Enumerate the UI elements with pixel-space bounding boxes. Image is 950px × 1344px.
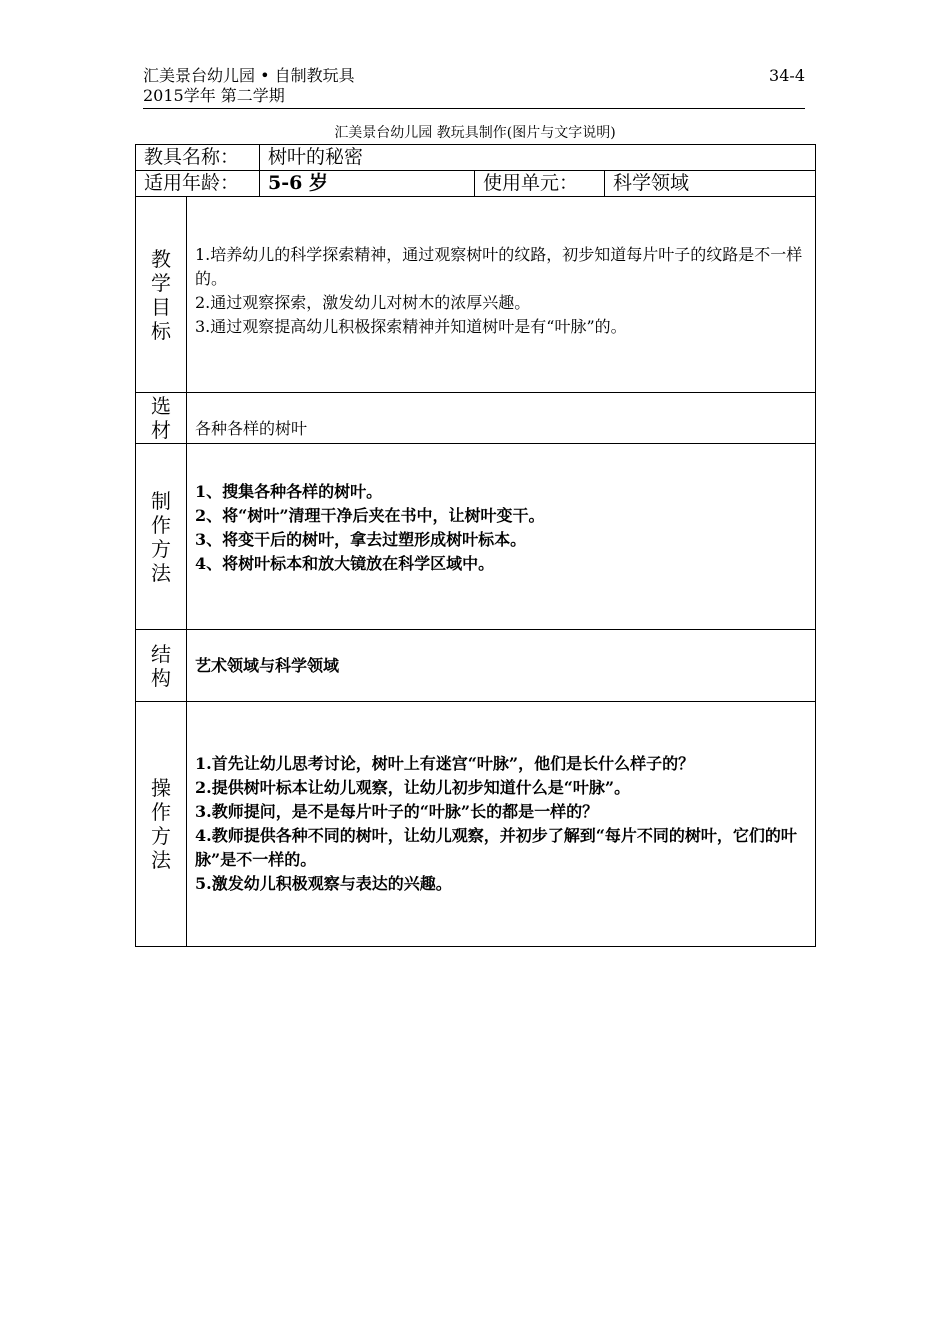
making-step: 3、将变干后的树叶，拿去过塑形成树叶标本。 — [195, 530, 527, 549]
structure-label — [136, 630, 187, 702]
structure-content: 艺术领域与科学领域 — [187, 630, 816, 702]
making-step: 4、将树叶标本和放大镜放在科学区域中。 — [195, 554, 495, 573]
goals-label-char: 目 — [151, 294, 171, 319]
structure-label-char: 构 — [151, 665, 171, 690]
structure-label-char: 结 — [151, 641, 171, 666]
goals-content — [187, 197, 816, 393]
material-label-char: 选 — [151, 394, 171, 418]
making-step: 2、将“树叶”清理干净后夹在书中，让树叶变干。 — [195, 506, 545, 525]
goal-item: 3.通过观察提高幼儿积极探索精神并知道树叶是有“叶脉”的。 — [195, 317, 627, 336]
operation-row — [136, 702, 816, 947]
unit-value: 科学领域 — [605, 171, 816, 197]
term-label: 2015学年 第二学期 — [143, 86, 285, 105]
document-subtitle: 汇美景台幼儿园 教玩具制作(图片与文字说明) — [334, 125, 616, 141]
operation-step: 3.教师提问，是不是每片叶子的“叶脉”长的都是一样的？ — [195, 802, 599, 821]
making-label-char: 方 — [151, 536, 171, 561]
material-label-char: 材 — [151, 418, 171, 442]
name-label: 教具名称： — [136, 145, 260, 171]
goals-label-char: 标 — [151, 318, 171, 343]
unit-label: 使用单元： — [475, 171, 605, 197]
material-label — [136, 393, 187, 444]
operation-label-char: 作 — [151, 800, 171, 824]
operation-label-char: 法 — [151, 848, 171, 872]
making-label-char: 法 — [151, 560, 171, 585]
age-label: 适用年龄： — [136, 171, 260, 197]
page-header — [143, 66, 805, 109]
name-row — [136, 145, 816, 171]
goals-label-char: 教 — [151, 246, 171, 271]
operation-label-char: 方 — [151, 824, 171, 848]
age-row — [136, 171, 816, 197]
goals-row — [136, 197, 816, 393]
operation-step: 5.激发幼儿积极观察与表达的兴趣。 — [195, 874, 452, 893]
making-row — [136, 444, 816, 630]
age-value: 5-6 岁 — [260, 171, 475, 197]
structure-row — [136, 630, 816, 702]
making-step: 1、搜集各种各样的树叶。 — [195, 482, 383, 501]
goal-item: 1.培养幼儿的科学探索精神，通过观察树叶的纹路，初步知道每片叶子的纹路是不一样的。 — [195, 245, 803, 288]
material-content: 各种各样的树叶 — [187, 393, 816, 444]
name-value: 树叶的秘密 — [260, 145, 816, 171]
operation-label — [136, 702, 187, 947]
making-label — [136, 444, 187, 630]
goal-item: 2.通过观察探索，激发幼儿对树木的浓厚兴趣。 — [195, 293, 531, 312]
toy-info-table — [135, 144, 816, 947]
material-row — [136, 393, 816, 444]
operation-label-char: 操 — [151, 776, 171, 800]
making-label-char: 作 — [151, 512, 171, 537]
making-label-char: 制 — [151, 488, 171, 513]
operation-step: 4.教师提供各种不同的树叶，让幼儿观察，并初步了解到“每片不同的树叶，它们的叶脉”是不一样的。 — [195, 826, 797, 869]
operation-content — [187, 702, 816, 947]
page-number: 34-4 — [769, 66, 805, 85]
school-title: 汇美景台幼儿园 • 自制教玩具 — [143, 66, 355, 85]
operation-step: 1.首先让幼儿思考讨论，树叶上有迷宫“叶脉”，他们是长什么样子的？ — [195, 754, 695, 773]
operation-step: 2.提供树叶标本让幼儿观察，让幼儿初步知道什么是“叶脉”。 — [195, 778, 631, 797]
goals-label — [136, 197, 187, 393]
goals-label-char: 学 — [151, 270, 171, 295]
making-content — [187, 444, 816, 630]
